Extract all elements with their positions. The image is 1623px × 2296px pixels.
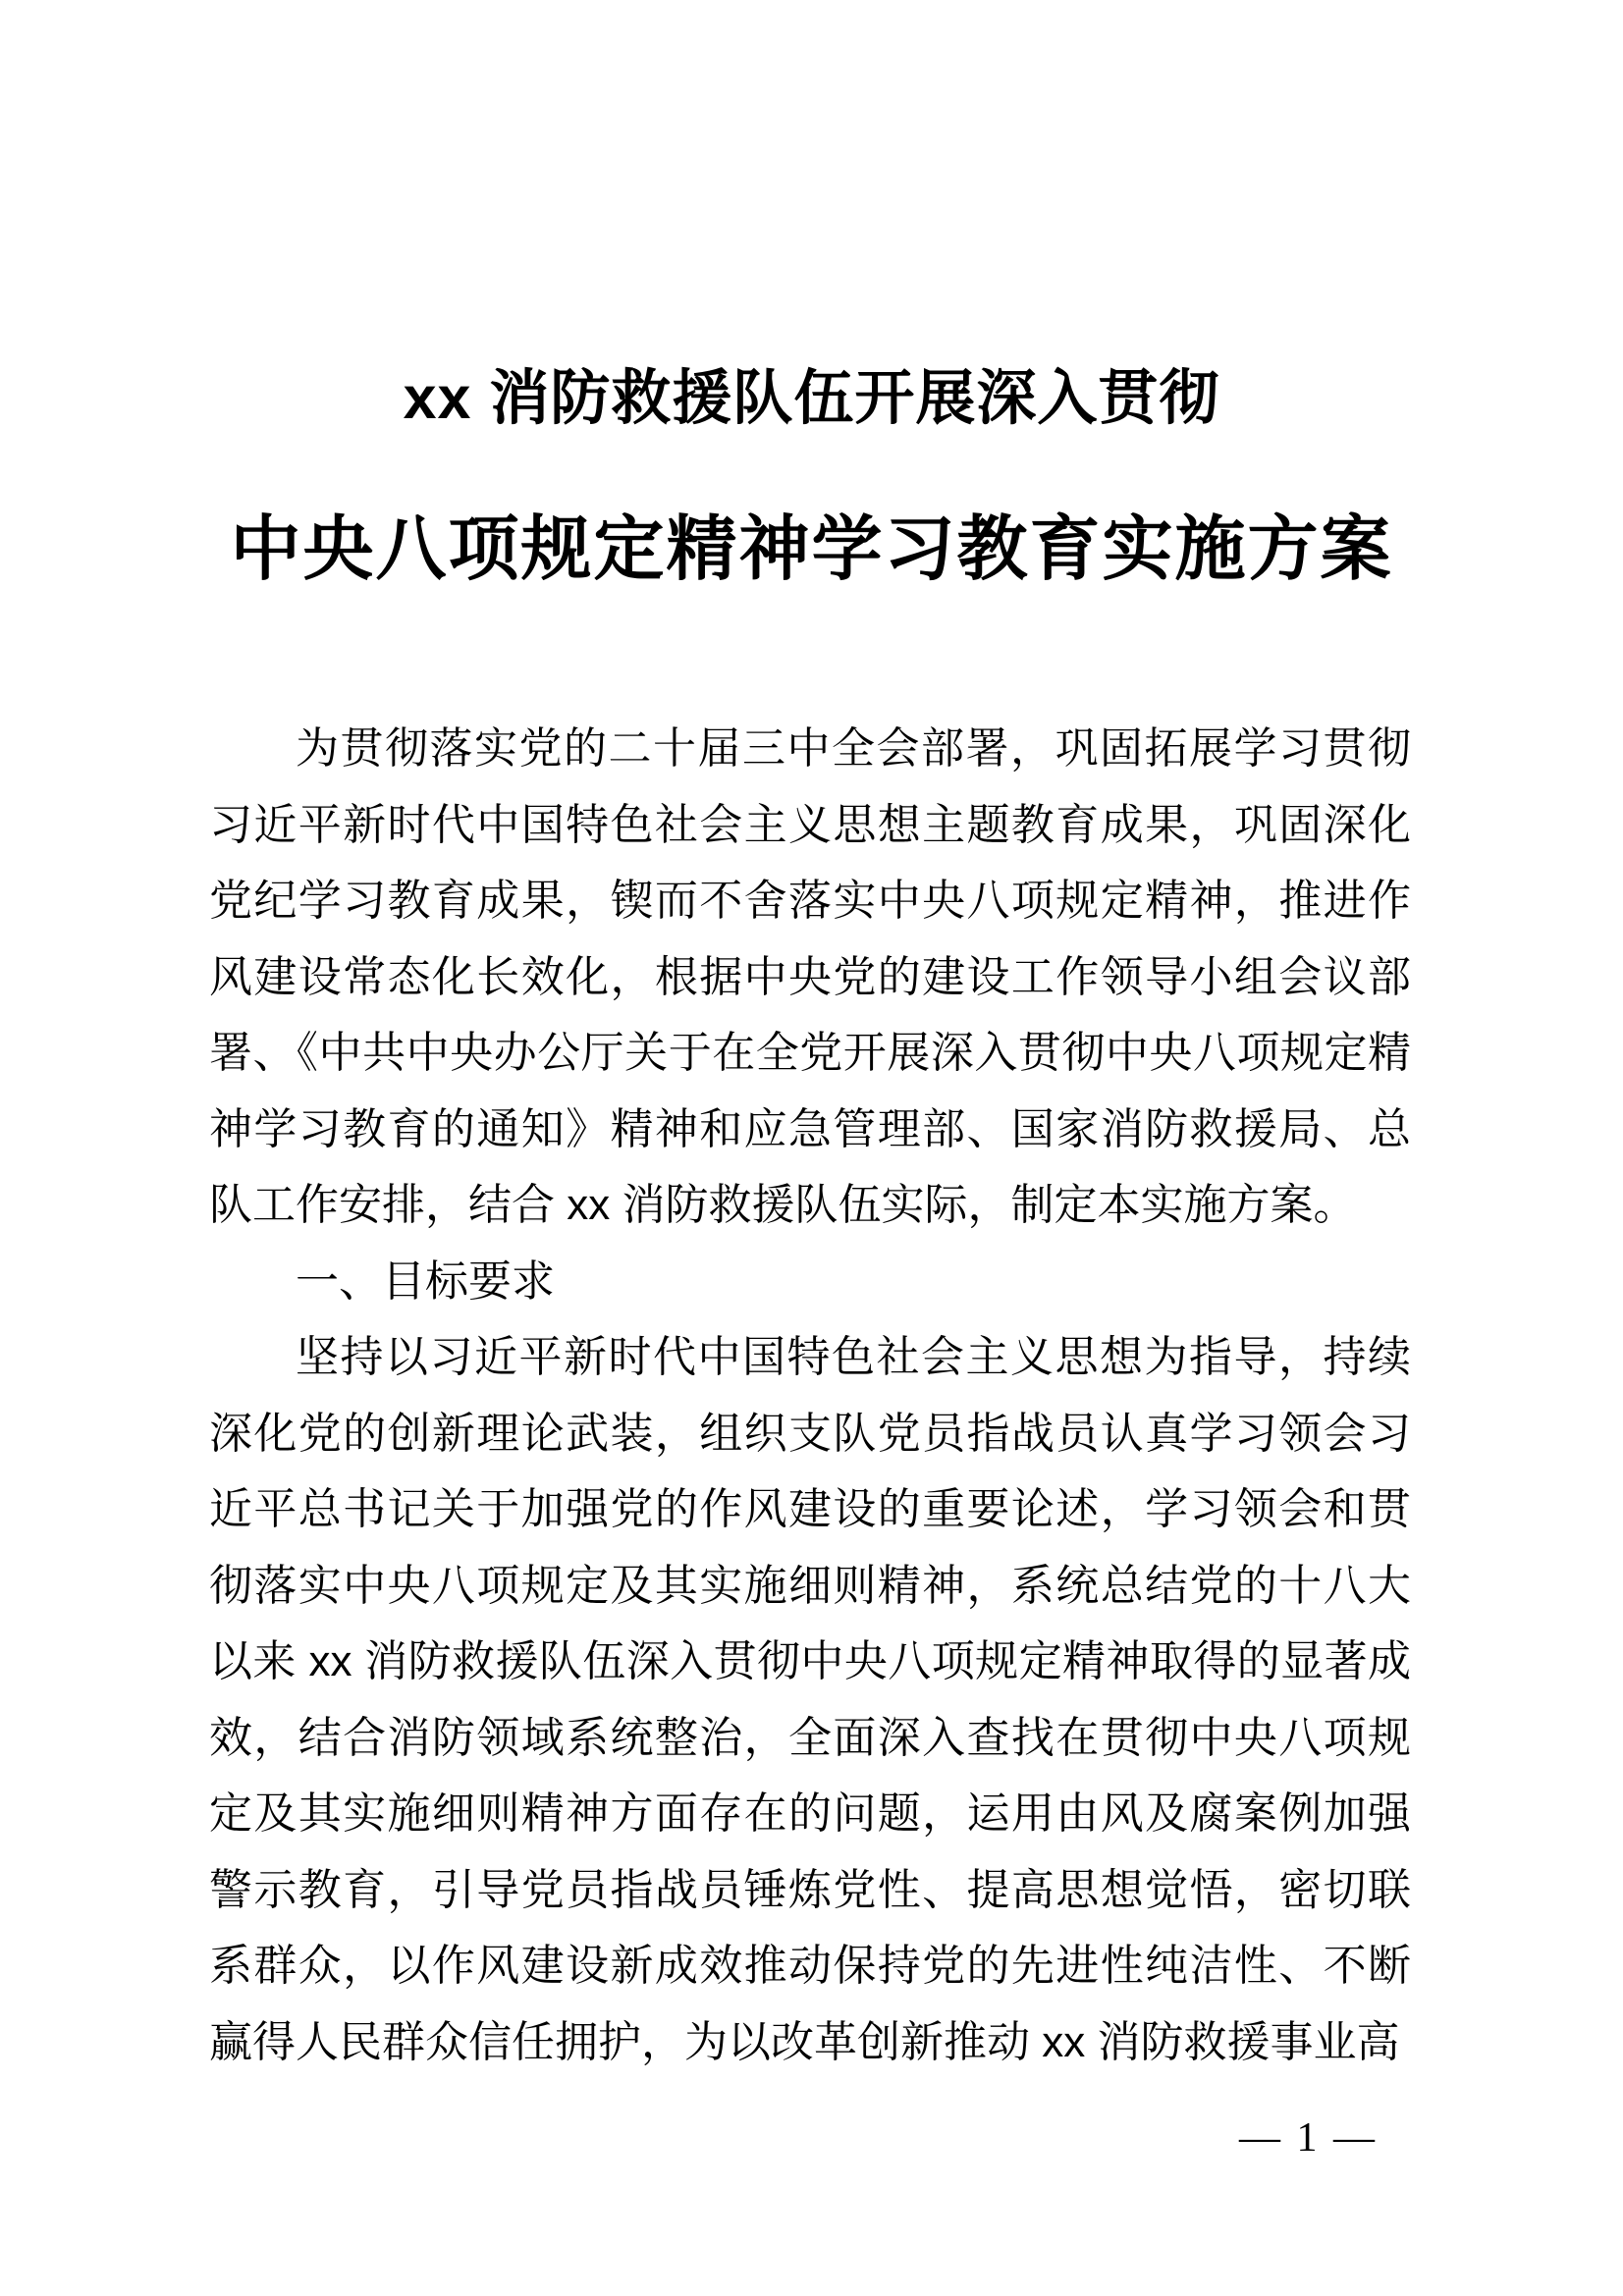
body-paragraph-1: 为贯彻落实党的二十届三中全会部署，巩固拓展学习贯彻习近平新时代中国特色社会主义思想主题教育成果，巩固深化党纪学习教育成果，锲而不舍落实中央八项规定精神，推进作风建设常态化长效化，根据中央党的建设工作领导小组会议部署、《中共中央办公厅关于在全党开展深入贯彻中央八项规定精神学习教育的通知》精神和应急管理部、国家消防救援局、总队工作安排，结合 xx 消防救援队伍实际，制定本实施方案。 (209, 724, 1411, 1229)
document-title-line-2: 中央八项规定精神学习教育实施方案 (230, 510, 1393, 589)
document-title-line-1: xx 消防救援队伍开展深入贯彻 (403, 364, 1220, 431)
document-body (209, 711, 1411, 2080)
page-number: — 1 — (1239, 2115, 1378, 2161)
document-title (0, 348, 1623, 604)
body-paragraph-2: 坚持以习近平新时代中国特色社会主义思想为指导，持续深化党的创新理论武装，组织支队党员指战员认真学习领会习近平总书记关于加强党的作风建设的重要论述，学习领会和贯彻落实中央八项规定及其实施细则精神，系统总结党的十八大以来 xx 消防救援队伍深入贯彻中央八项规定精神取得的显著成效，结合消防领域系统整治，全面深入查找在贯彻中央八项规定及其实施细则精神方面存在的问题，运用由风及腐案例加强警示教育，引导党员指战员锤炼党性、提高思想觉悟，密切联系群众，以作风建设新成效推动保持党的先进性纯洁性、不断赢得人民群众信任拥护，为以改革创新推动 xx 消防救援事业高 (209, 1333, 1411, 2066)
section-heading-1: 一、目标要求 (296, 1256, 555, 1306)
